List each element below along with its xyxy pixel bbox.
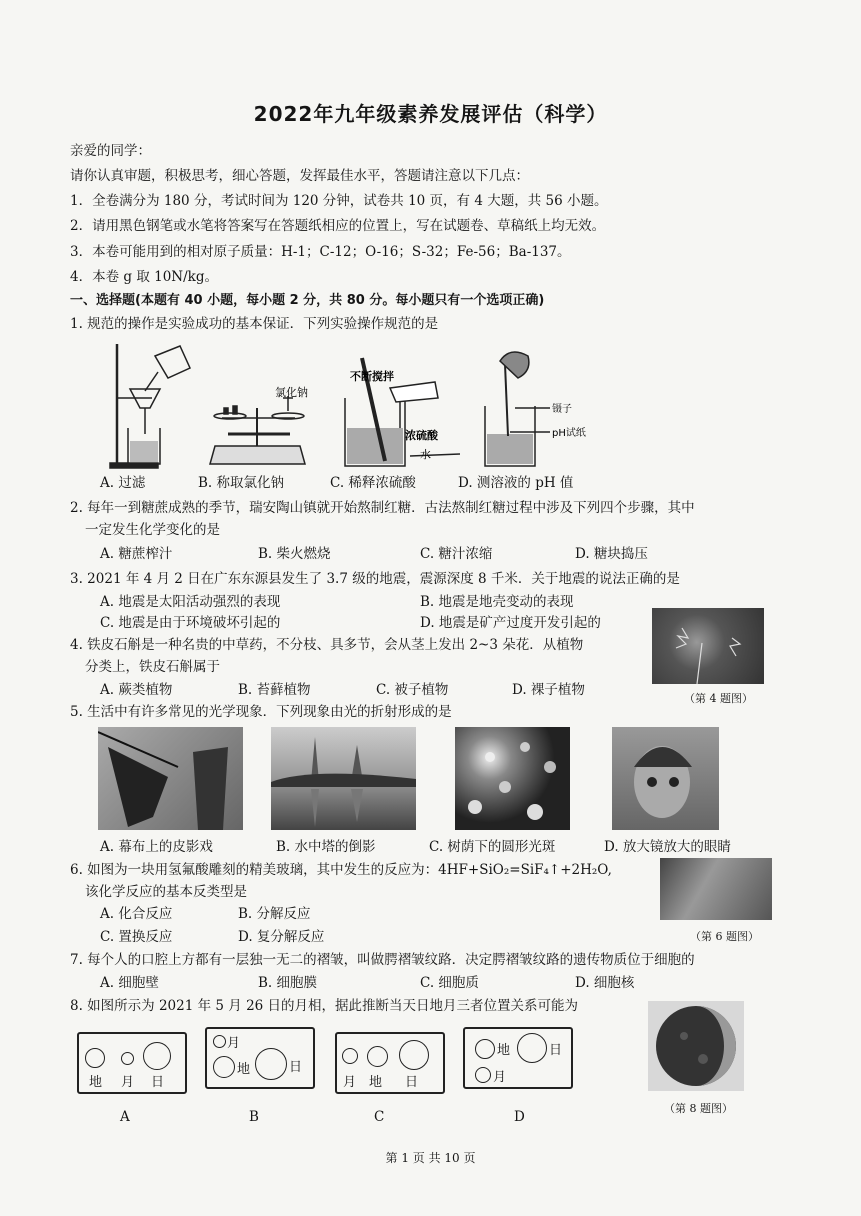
q4-option-b: B. 苔藓植物: [238, 682, 311, 698]
q4-option-a: A. 蕨类植物: [100, 682, 173, 698]
q5-option-c: C. 树荫下的圆形光斑: [429, 839, 556, 855]
q2-stem-line1: 2. 每年一到糖蔗成熟的季节，瑞安陶山镇就开始熬制红糖．古法熬制红糖过程中涉及下列四个步骤，其中: [70, 500, 695, 516]
page-number: 第 1 页 共 10 页: [385, 1151, 476, 1165]
q7-stem: 7. 每个人的口腔上方都有一层独一无二的褶皱，叫做腭褶皱纹路．决定腭褶皱纹路的遗传物质位于细胞的: [70, 952, 695, 968]
q2-option-c: C. 糖汁浓缩: [420, 546, 493, 562]
tower-reflection-photo: [271, 727, 416, 830]
stir-label: 不断搅拌: [350, 370, 394, 383]
q6-option-a: A. 化合反应: [100, 906, 173, 922]
earth-label: 地: [369, 1075, 383, 1090]
q2-option-d: D. 糖块捣压: [575, 546, 648, 562]
flower-sketch: [652, 608, 764, 684]
page-title: 2022年九年级素养发展评估（科学）: [253, 102, 608, 126]
q8-diagram-b: [205, 1027, 315, 1089]
q3-option-b: B. 地震是地壳变动的表现: [420, 594, 574, 610]
q8-letter-a: A: [120, 1109, 130, 1125]
earth-circle: [85, 1048, 105, 1068]
q8-letter-b: B: [249, 1109, 259, 1125]
moon-circle: [121, 1052, 134, 1065]
q5-option-a: A. 幕布上的皮影戏: [100, 839, 213, 855]
q4-figure-caption: （第 4 题图）: [684, 692, 753, 705]
light-spots-sketch: [455, 727, 570, 830]
q1-option-c: C. 稀释浓硫酸: [330, 475, 416, 491]
q6-option-b: B. 分解反应: [238, 906, 311, 922]
greeting: 亲爱的同学：: [70, 143, 151, 159]
sun-label: 日: [151, 1075, 165, 1090]
water-label: 水: [420, 448, 431, 461]
moon-label: 月: [227, 1036, 241, 1051]
sun-label: 日: [405, 1075, 419, 1090]
q1-option-d: D. 测溶液的 pH 值: [458, 475, 574, 491]
q6-option-c: C. 置换反应: [100, 929, 173, 945]
q4-stem-line2: 分类上，铁皮石斛属于: [85, 659, 220, 675]
intro-item-4: 4．本卷 g 取 10N/kg。: [70, 269, 218, 285]
shadow-puppet-photo: [98, 727, 243, 830]
earth-circle: [475, 1039, 495, 1059]
q7-option-c: C. 细胞质: [420, 975, 479, 991]
etched-glass-photo: [660, 858, 772, 920]
tweezers-label: 镊子: [552, 404, 572, 415]
moon-phase-photo: [648, 1001, 744, 1091]
earth-circle: [213, 1056, 235, 1078]
nacl-label: 氯化钠: [275, 386, 308, 399]
q2-option-a: A. 糖蔗榨汁: [100, 546, 173, 562]
intro-item-1: 1．全卷满分为 180 分，考试时间为 120 分钟，试卷共 10 页，有 4 大题，共 56 小题。: [70, 193, 608, 209]
face-sketch: [612, 727, 719, 830]
earth-label: 地: [237, 1062, 251, 1077]
q3-option-c: C. 地震是由于环境破坏引起的: [100, 615, 281, 631]
q5-option-d: D. 放大镜放大的眼睛: [604, 839, 731, 855]
moon-label: 月: [121, 1075, 135, 1090]
sun-label: 日: [289, 1060, 303, 1075]
earth-circle: [367, 1046, 388, 1067]
q4-stem-line1: 4. 铁皮石斛是一种名贵的中草药，不分枝、具多节，会从茎上发出 2~3 朵花．从植物: [70, 637, 584, 653]
sun-label: 日: [549, 1043, 563, 1058]
q3-option-d: D. 地震是矿产过度开发引起的: [420, 615, 601, 631]
q8-stem: 8. 如图所示为 2021 年 5 月 26 日的月相，据此推断当天日地月三者位置关系可能为: [70, 998, 579, 1014]
q2-option-b: B. 柴火燃烧: [258, 546, 331, 562]
q8-diagram-c: [335, 1032, 445, 1094]
moon-phase-sketch: [648, 1001, 744, 1091]
shadow-puppet-sketch: [98, 727, 243, 830]
earth-label: 地: [497, 1043, 511, 1058]
q4-option-c: C. 被子植物: [376, 682, 449, 698]
q6-option-d: D. 复分解反应: [238, 929, 325, 945]
q8-diagram-a: [77, 1032, 187, 1094]
earth-label: 地: [89, 1075, 103, 1090]
q7-option-d: D. 细胞核: [575, 975, 635, 991]
ph-test-figure: [485, 352, 550, 466]
q6-stem-line1: 6. 如图为一块用氢氟酸雕刻的精美玻璃，其中发生的反应为：4HF+SiO₂=SiF₄↑+2H₂O,: [70, 862, 612, 878]
sun-circle: [143, 1042, 171, 1070]
acid-label: 浓硫酸: [405, 429, 438, 442]
q8-figure-caption: （第 8 题图）: [664, 1102, 733, 1115]
q1-option-a: A. 过滤: [100, 475, 146, 491]
sun-circle: [517, 1033, 547, 1063]
moon-label: 月: [493, 1070, 507, 1085]
q7-option-a: A. 细胞壁: [100, 975, 159, 991]
q8-letter-d: D: [514, 1109, 525, 1125]
intro-item-3: 3．本卷可能用到的相对原子质量：H-1；C-12；O-16；S-32；Fe-56；Ba-137。: [70, 244, 571, 260]
q8-diagram-d: [463, 1027, 573, 1089]
sun-circle: [399, 1040, 429, 1070]
q3-stem: 3. 2021 年 4 月 2 日在广东东源县发生了 3.7 级的地震，震源深度 8 千米．关于地震的说法正确的是: [70, 571, 680, 587]
moon-circle: [342, 1048, 358, 1064]
q5-stem: 5. 生活中有许多常见的光学现象．下列现象由光的折射形成的是: [70, 704, 452, 720]
moon-circle: [213, 1035, 226, 1048]
q3-option-a: A. 地震是太阳活动强烈的表现: [100, 594, 281, 610]
moon-label: 月: [343, 1075, 357, 1090]
sun-circle: [255, 1048, 287, 1080]
q5-option-b: B. 水中塔的倒影: [276, 839, 376, 855]
filtration-apparatus-figure: [110, 344, 190, 468]
q7-option-b: B. 细胞膜: [258, 975, 318, 991]
q1-apparatus-figures: [100, 336, 600, 474]
intro-line: 请你认真审题，积极思考，细心答题，发挥最佳水平，答题请注意以下几点：: [70, 168, 529, 184]
ph-paper-label: pH试纸: [552, 428, 586, 439]
q2-stem-line2: 一定发生化学变化的是: [85, 522, 220, 538]
q6-figure-caption: （第 6 题图）: [690, 930, 759, 943]
section-heading: 一、选择题(本题有 40 小题，每小题 2 分，共 80 分。每小题只有一个选项正确): [70, 293, 545, 308]
balance-figure: [210, 396, 305, 464]
q1-stem: 1. 规范的操作是实验成功的基本保证．下列实验操作规范的是: [70, 316, 439, 332]
light-spots-photo: [455, 727, 570, 830]
dendrobium-photo: [652, 608, 764, 684]
q1-option-b: B. 称取氯化钠: [198, 475, 285, 491]
moon-circle: [475, 1067, 491, 1083]
intro-item-2: 2．请用黑色钢笔或水笔将答案写在答题纸相应的位置上，写在试题卷、草稿纸上均无效。: [70, 218, 606, 234]
q6-stem-line2: 该化学反应的基本反类型是: [85, 884, 247, 900]
magnifier-eye-photo: [612, 727, 719, 830]
q8-letter-c: C: [374, 1109, 385, 1125]
tower-sketch: [271, 727, 416, 830]
q4-option-d: D. 裸子植物: [512, 682, 585, 698]
